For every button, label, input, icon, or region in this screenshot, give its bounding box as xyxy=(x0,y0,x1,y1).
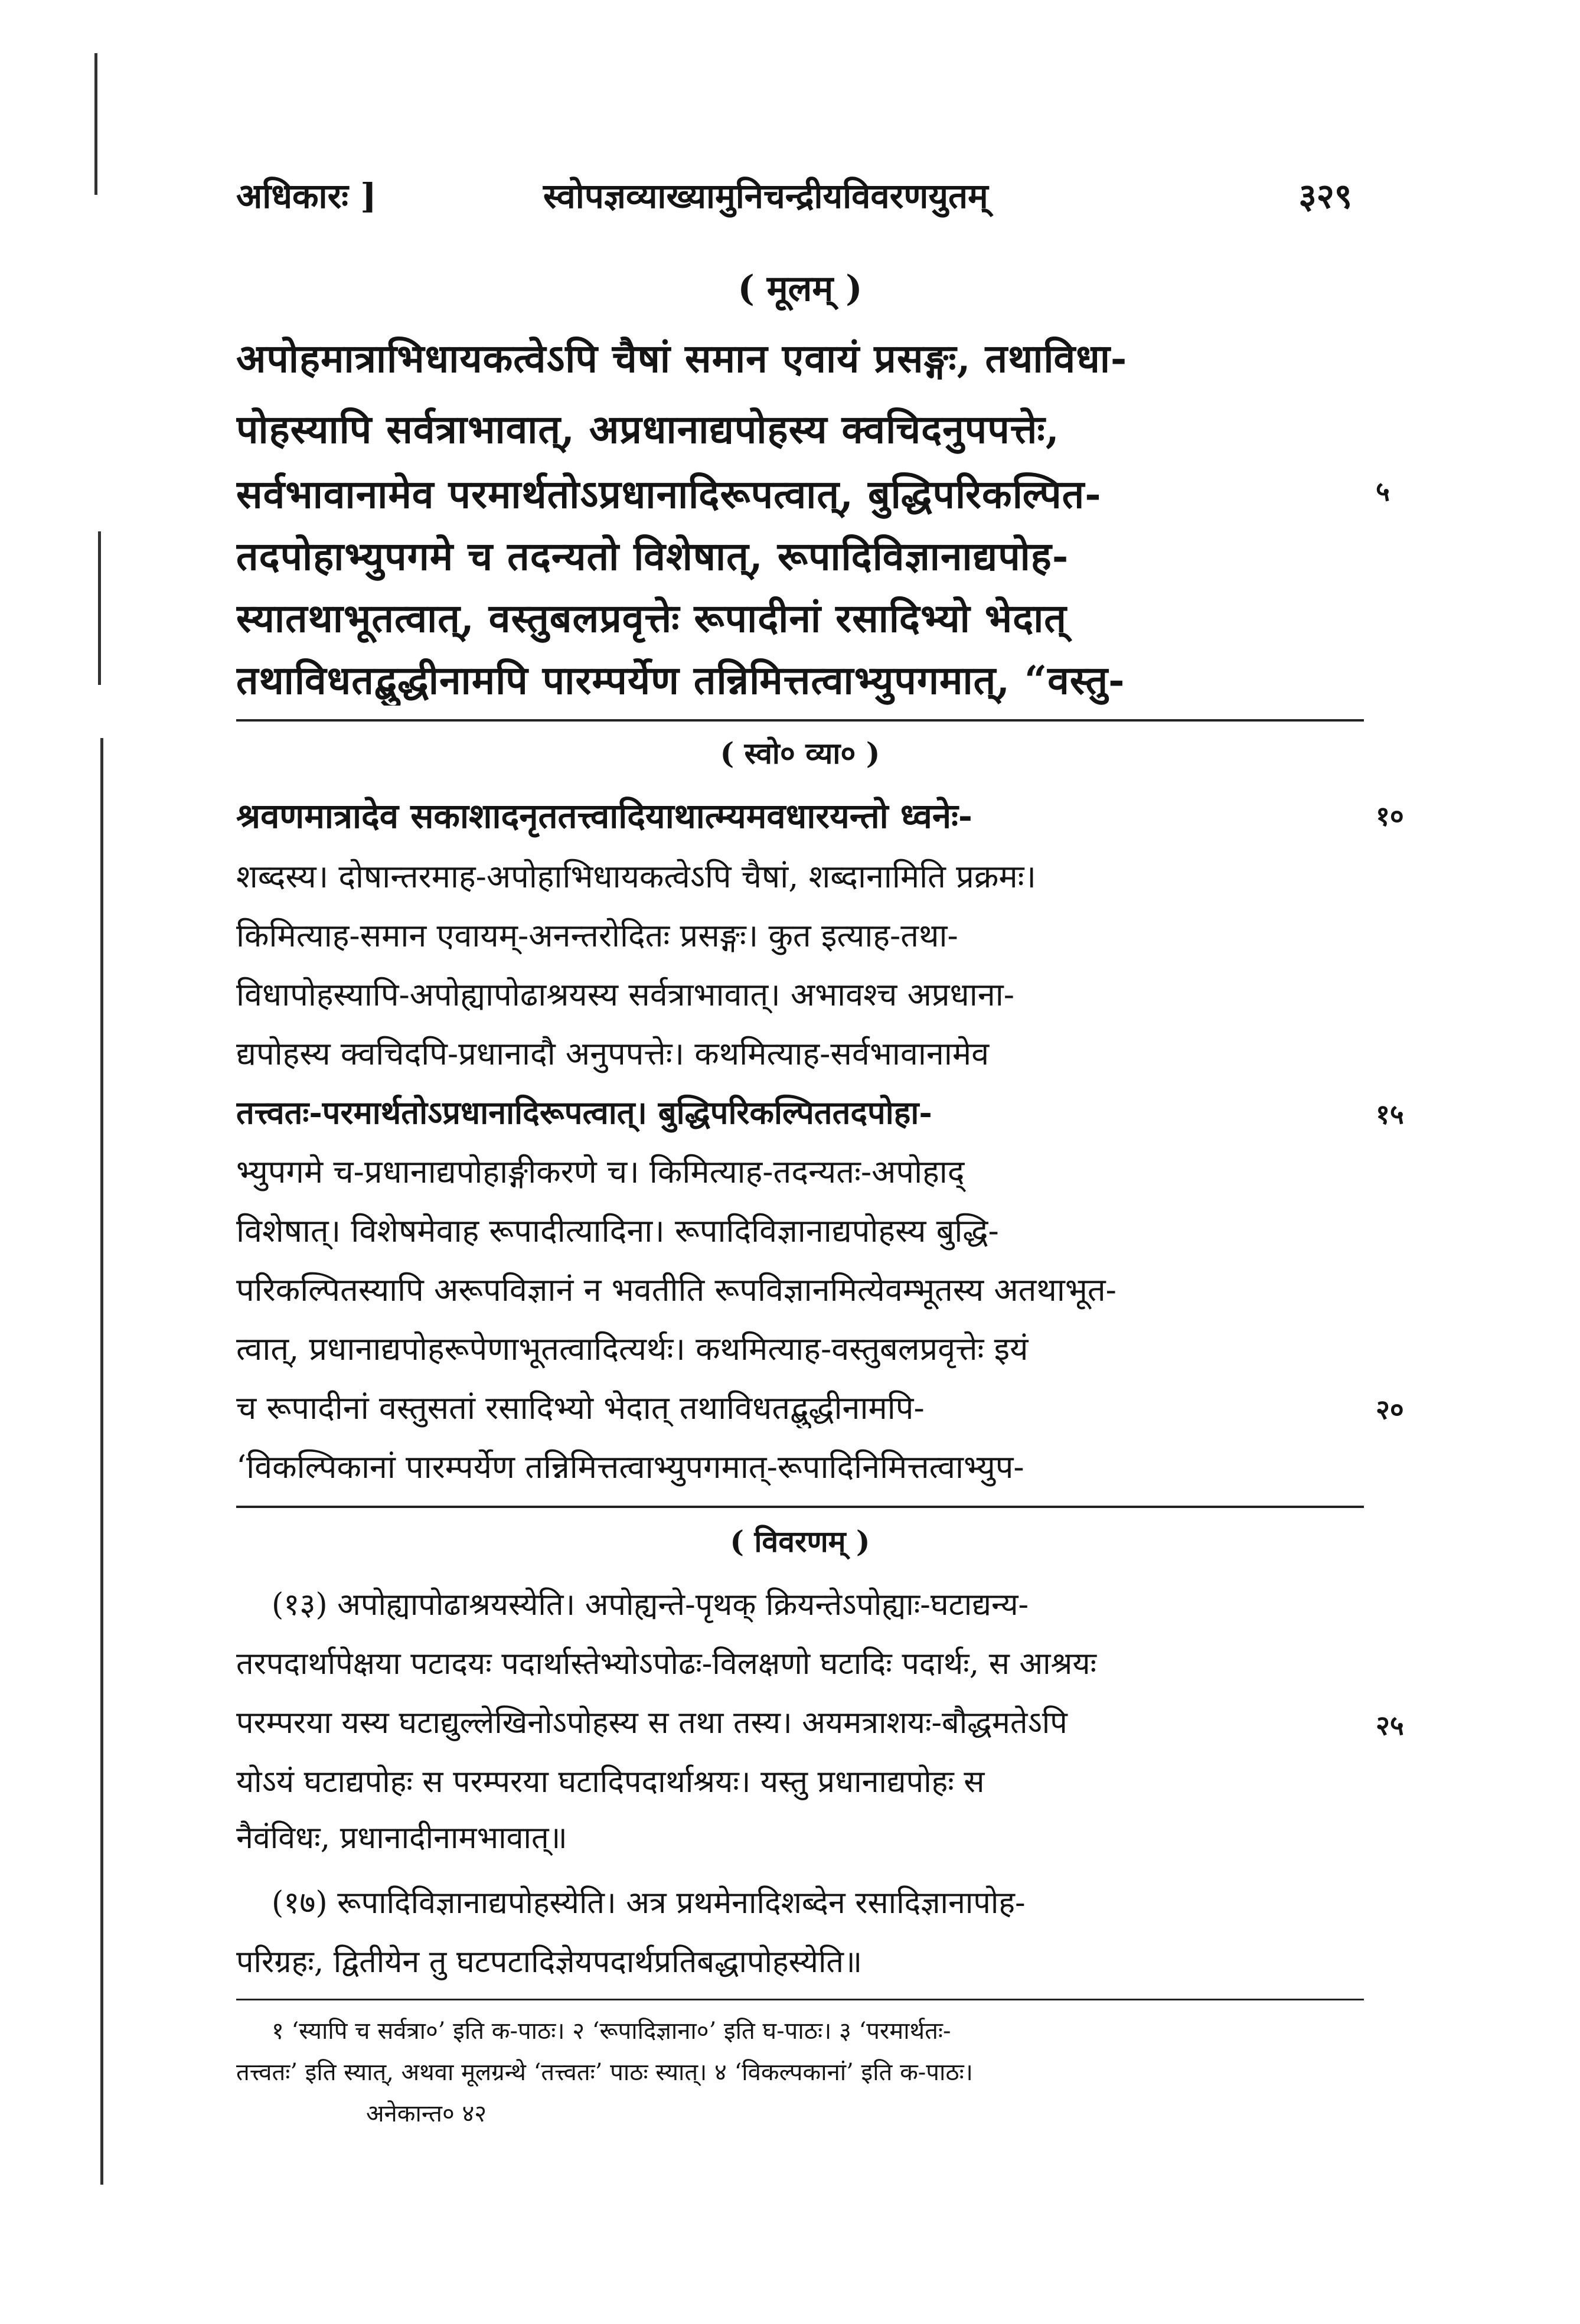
mula-line: अपोहमात्राभिधायकत्वेऽपि चैषां समान एवायं प्रसङ्गः, तथाविधा- xyxy=(236,335,1128,381)
vivarana-line: नैवंविधः, प्रधानादीनामभावात्॥ xyxy=(236,1820,567,1856)
commentary-line: किमित्याह-समान एवायम्-अनन्तरोदितः प्रसङ्गः। कुत इत्याह-तथा- xyxy=(236,917,958,954)
header-center: स्वोपज्ञव्याख्यामुनिचन्द्रीयविवरणयुतम् xyxy=(543,176,988,216)
line-number: १५ xyxy=(1376,1098,1404,1130)
commentary-line: विधापोहस्यापि-अपोह्यापोढाश्रयस्य सर्वत्राभावात्। अभावश्च अप्रधाना- xyxy=(236,976,1014,1013)
line-number: २० xyxy=(1376,1393,1404,1425)
vivarana-heading: ( विवरणम् ) xyxy=(730,1524,870,1559)
mula-line: तथाविधतद्बुद्धीनामपि पारम्पर्येण तन्निमित्तत्वाभ्युपगमात्, “वस्तु- xyxy=(236,657,1125,703)
commentary-line: परिकल्पितस्यापि अरूपविज्ञानं न भवतीति रूपविज्ञानमित्येवम्भूतस्य अतथाभूत- xyxy=(236,1271,1117,1308)
mula-line: तदपोहाभ्युपगमे च तदन्यतो विशेषात्, रूपादिविज्ञानाद्यपोह- xyxy=(236,533,1069,579)
margin-mark xyxy=(100,738,103,2185)
commentary-heading: ( स्वो० व्या० ) xyxy=(720,736,880,771)
vivarana-line: तरपदार्थापेक्षया पटादयः पदार्थास्तेभ्योऽपोढः-विलक्षणो घटादिः पदार्थः, स आश्रयः xyxy=(236,1646,1097,1682)
line-number: १० xyxy=(1376,800,1404,832)
margin-mark xyxy=(94,53,97,195)
vivarana-line: (१७) रूपादिविज्ञानाद्यपोहस्येति। अत्र प्रथमेनादिशब्देन रसादिज्ञानापोह- xyxy=(272,1885,1026,1921)
running-header xyxy=(236,171,1364,218)
section-divider xyxy=(236,719,1364,722)
mula-line: स्यातथाभूतत्वात्, वस्तुबलप्रवृत्तेः रूपादीनां रसादिभ्यो भेदात् xyxy=(236,595,1067,641)
margin-mark xyxy=(98,531,101,685)
vivarana-line: परिग्रहः, द्वितीयेन तु घटपटादिज्ञेयपदार्थप्रतिबद्धापोहस्येति॥ xyxy=(236,1944,863,1980)
footnote-line: १ ‘स्यापि च सर्वत्रा०’ इति क-पाठः। २ ‘रूपादिज्ञाना०’ इति घ-पाठः। ३ ‘परमार्थतः- xyxy=(272,2018,951,2045)
vivarana-line: योऽयं घटाद्यपोहः स परम्परया घटादिपदार्थाश्रयः। यस्तु प्रधानाद्यपोहः स xyxy=(236,1764,985,1800)
line-number: ५ xyxy=(1376,475,1390,507)
footnote-line: तत्त्वतः’ इति स्यात्, अथवा मूलग्रन्थे ‘तत्त्वतः’ पाठः स्यात्। ४ ‘विकल्पकानां’ इति क-पाठः। xyxy=(236,2059,973,2086)
commentary-line: तत्त्वतः-परमार्थतोऽप्रधानादिरूपत्वात्। बुद्धिपरिकल्पिततदपोहा- xyxy=(236,1094,932,1131)
line-number: २५ xyxy=(1376,1709,1404,1741)
commentary-line: भ्युपगमे च-प्रधानाद्यपोहाङ्गीकरणे च। किमित्याह-तदन्यतः-अपोहाद् xyxy=(236,1153,965,1190)
commentary-line: च रूपादीनां वस्तुसतां रसादिभ्यो भेदात् तथाविधतद्बुद्धीनामपि- xyxy=(236,1389,925,1427)
commentary-line: विशेषात्। विशेषमेवाह रूपादीत्यादिना। रूपादिविज्ञानाद्यपोहस्य बुद्धि- xyxy=(236,1212,999,1249)
vivarana-line: (१३) अपोह्यापोढाश्रयस्येति। अपोह्यन्ते-पृथक् क्रियन्तेऽपोह्याः-घटाद्यन्य- xyxy=(272,1587,1029,1623)
section-divider xyxy=(236,1506,1364,1508)
vivarana-line: परम्परया यस्य घटाद्युल्लेखिनोऽपोहस्य स तथा तस्य। अयमत्राशयः-बौद्धमतेऽपि xyxy=(236,1705,1068,1741)
footnote-divider xyxy=(236,1999,1364,2000)
commentary-line: त्वात्, प्रधानाद्यपोहरूपेणाभूतत्वादित्यर्थः। कथमित्याह-वस्तुबलप्रवृत्तेः इयं xyxy=(236,1330,1029,1367)
signature-mark: अनेकान्त० ४२ xyxy=(366,2100,487,2127)
commentary-line: श्रवणमात्रादेव सकाशादनृततत्त्वादियाथात्म्यमवधारयन्तो ध्वनेः- xyxy=(236,796,972,836)
commentary-line: शब्दस्य। दोषान्तरमाह-अपोहाभिधायकत्वेऽपि चैषां, शब्दानामिति प्रक्रमः। xyxy=(236,858,1036,895)
commentary-line: ‘विकल्पिकानां पारम्पर्येण तन्निमित्तत्वाभ्युपगमात्-रूपादिनिमित्तत्वाभ्युप- xyxy=(236,1448,1024,1486)
page-number: ३२९ xyxy=(1298,176,1352,216)
mula-line: पोहस्यापि सर्वत्राभावात्, अप्रधानाद्यपोहस्य क्वचिदनुपपत्तेः, xyxy=(236,406,1060,452)
commentary-line: द्यपोहस्य क्वचिदपि-प्रधानादौ अनुपपत्तेः। कथमित्याह-सर्वभावानामेव xyxy=(236,1035,990,1072)
header-left: अधिकारः ] xyxy=(236,176,377,216)
mula-heading: ( मूलम् ) xyxy=(737,268,863,309)
mula-line: सर्वभावानामेव परमार्थतोऽप्रधानादिरूपत्वात्, बुद्धिपरिकल्पित- xyxy=(236,471,1102,517)
